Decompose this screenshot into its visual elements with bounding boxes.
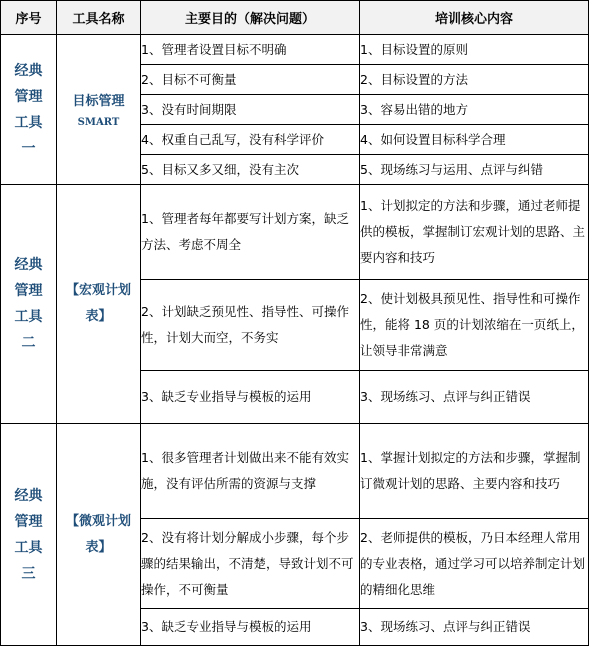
seq-text: 一: [21, 140, 36, 157]
seq-text: 工具: [14, 539, 43, 556]
content-cell: 1、目标设置的原则: [360, 35, 589, 65]
tool-name-cell-2: [57, 185, 141, 424]
problem-cell: 2、目标不可衡量: [141, 65, 360, 95]
problem-cell: 3、缺乏专业指导与模板的运用: [141, 609, 360, 646]
content-cell: 2、目标设置的方法: [360, 65, 589, 95]
tool-name: 目标管理: [72, 93, 125, 109]
table-row: [1, 424, 589, 519]
tool-name: 表】: [85, 539, 112, 555]
seq-text: 管理: [14, 283, 43, 299]
content-cell: 3、现场练习、点评与纠正错误: [360, 371, 589, 424]
seq-text: 管理: [14, 88, 43, 105]
table-row: [1, 185, 589, 280]
header-seq: 序号: [1, 1, 57, 35]
header-main-purpose: 主要目的（解决问题）: [141, 1, 360, 35]
tool-name-cell-1: [57, 35, 141, 185]
table-row: [1, 35, 589, 65]
seq-text: 经典: [14, 257, 43, 273]
seq-text: 经典: [14, 62, 43, 79]
content-cell: 3、容易出错的地方: [360, 95, 589, 125]
content-cell: 4、如何设置目标科学合理: [360, 125, 589, 155]
seq-cell-3: [1, 424, 57, 646]
problem-cell: 1、很多管理者计划做出来不能有效实施，没有评估所需的资源与支撑: [141, 424, 360, 519]
tool-subtitle: SMART: [77, 116, 120, 128]
content-cell: 5、现场练习与运用、点评与纠错: [360, 155, 589, 185]
seq-text: 工具: [14, 309, 43, 325]
problem-cell: 2、没有将计划分解成小步骤，每个步骤的结果输出，不清楚，导致计划不可操作，不可衡量: [141, 519, 360, 609]
problem-cell: 2、计划缺乏预见性、指导性、可操作性，计划大而空，不务实: [141, 280, 360, 371]
seq-cell-2: [1, 185, 57, 424]
header-row: [1, 1, 589, 35]
seq-text: 工具: [14, 114, 43, 131]
content-cell: 1、掌握计划拟定的方法和步骤，掌握制订微观计划的思路、主要内容和技巧: [360, 424, 589, 519]
seq-text: 二: [21, 335, 36, 351]
problem-cell: 3、没有时间期限: [141, 95, 360, 125]
seq-text: 经典: [14, 487, 43, 504]
content-cell: 2、使计划极具预见性、指导性和可操作性，能将 18 页的计划浓缩在一页纸上，让领导非常满意: [360, 280, 589, 371]
content-cell: 2、老师提供的模板，乃日本经理人常用的专业表格，通过学习可以培养制定计划的精细化思维: [360, 519, 589, 609]
problem-cell: 1、管理者设置目标不明确: [141, 35, 360, 65]
tool-name: 【微观计划: [65, 513, 131, 529]
content-cell: 1、计划拟定的方法和步骤，通过老师提供的模板，掌握制订宏观计划的思路、主要内容和技巧: [360, 185, 589, 280]
problem-cell: 3、缺乏专业指导与模板的运用: [141, 371, 360, 424]
seq-cell-1: [1, 35, 57, 185]
header-core-content: 培训核心内容: [360, 1, 589, 35]
seq-text: 三: [21, 565, 36, 582]
tool-name: 表】: [85, 309, 112, 324]
content-cell: 3、现场练习、点评与纠正错误: [360, 609, 589, 646]
tool-name: 【宏观计划: [65, 283, 131, 298]
tool-name-cell-3: [57, 424, 141, 646]
problem-cell: 5、目标又多又细，没有主次: [141, 155, 360, 185]
header-tool-name: 工具名称: [57, 1, 141, 35]
seq-text: 管理: [14, 513, 43, 530]
problem-cell: 4、权重自己乱写，没有科学评价: [141, 125, 360, 155]
problem-cell: 1、管理者每年都要写计划方案，缺乏方法、考虑不周全: [141, 185, 360, 280]
